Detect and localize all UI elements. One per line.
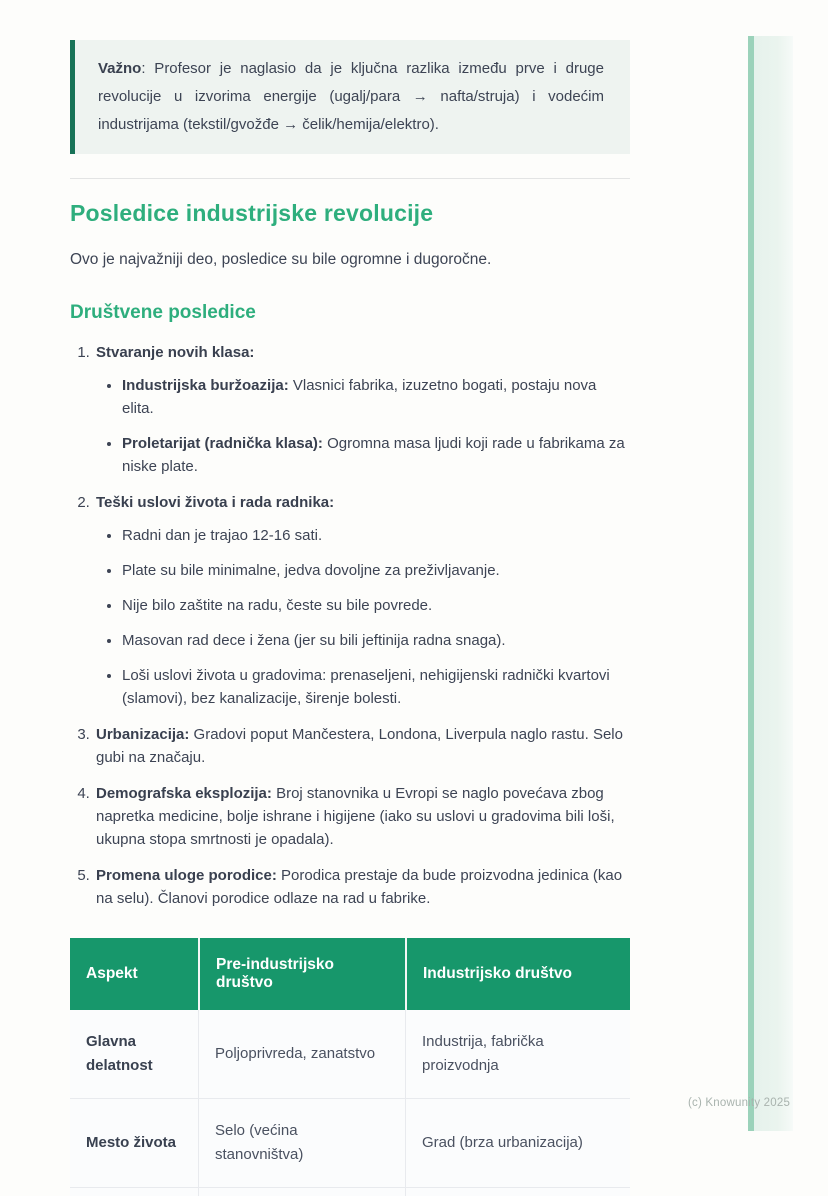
sub-item-lead: Proletarijat (radnička klasa):	[122, 435, 323, 452]
list-item-text: Gradovi poput Mančestera, Londona, Liverpula naglo rastu. Selo gubi na značaju.	[96, 726, 623, 766]
sub-item-text: Radni dan je trajao 12-16 sati.	[122, 527, 323, 544]
table-cell	[405, 1188, 630, 1196]
table-row	[70, 1099, 630, 1188]
sub-list-item	[122, 432, 630, 478]
consequences-list	[70, 341, 630, 910]
table-cell	[70, 1188, 198, 1196]
document-page	[70, 40, 630, 1196]
list-item	[94, 864, 630, 910]
sub-item-text: Nije bilo zaštite na radu, česte su bile povrede.	[122, 597, 433, 614]
sub-item-text: Plate su bile minimalne, jedva dovoljne za preživljavanje.	[122, 562, 500, 579]
list-item-lead: Teški uslovi života i rada radnika:	[96, 494, 335, 511]
section-divider	[70, 178, 630, 179]
table-cell	[198, 1188, 405, 1196]
sub-list-item	[122, 664, 630, 710]
sub-list-item	[122, 524, 630, 547]
sub-item-text: Ogromna masa ljudi koji rade u fabrikama za niske plate.	[122, 435, 625, 475]
table-cell: Glavna delatnost	[70, 1010, 198, 1099]
sub-list-item	[122, 594, 630, 617]
list-item-text: Porodica prestaje da bude proizvodna jedinica (kao na selu). Članovi porodice odlaze na rad u fabrike.	[96, 867, 623, 907]
sub-list	[96, 374, 630, 478]
copyright-watermark: (c) Knowunity 2025	[688, 1097, 791, 1109]
table-row	[70, 1010, 630, 1099]
important-callout	[70, 40, 630, 154]
list-item-lead: Promena uloge porodice:	[96, 867, 277, 884]
section-title: Posledice industrijske revolucije	[70, 200, 434, 226]
table-cell: Grad (brza urbanizacija)	[405, 1099, 630, 1188]
table-header-row	[70, 938, 630, 1010]
list-item-lead: Urbanizacija:	[96, 726, 190, 743]
subsection-title: Društvene posledice	[70, 302, 256, 323]
page-edge-accent-strip	[748, 36, 793, 1131]
list-item	[94, 341, 630, 478]
callout-text: : Profesor je naglasio da je ključna razlika između prve i druge revolucije u izvorima energije (ugalj/para → nafta/struja) i vodećim industrijama (tekstil/gvožđe → čelik/hemija/elektro).	[98, 60, 604, 133]
table-cell: Mesto života	[70, 1099, 198, 1188]
sub-item-text: Masovan rad dece i žena (jer su bili jeftinija radna snaga).	[122, 632, 506, 649]
list-item	[94, 491, 630, 710]
sub-item-lead: Industrijska buržoazija:	[122, 377, 289, 394]
list-item	[94, 723, 630, 769]
table-cell: Selo (većina stanovništva)	[198, 1099, 405, 1188]
table-header-cell: Aspekt	[70, 938, 198, 1010]
list-item	[94, 782, 630, 851]
sub-list	[96, 524, 630, 710]
list-item-text: Broj stanovnika u Evropi se naglo povećava zbog napretka medicine, bolje ishrane i higijene (iako su uslovi u gradovima bili loši, ukupna stopa smrtnosti je opadala).	[96, 785, 615, 848]
sub-list-item	[122, 374, 630, 420]
callout-lead: Važno	[98, 60, 142, 77]
sub-item-text: Loši uslovi života u gradovima: prenaseljeni, nehigijenski radnički kvartovi (slamovi), bez kanalizacije, širenje bolesti.	[122, 667, 610, 707]
sub-item-text: Vlasnici fabrika, izuzetno bogati, postaju nova elita.	[122, 377, 597, 417]
table-header-cell: Industrijsko društvo	[405, 938, 630, 1010]
table-cell: Industrija, fabrička proizvodnja	[405, 1010, 630, 1099]
table-cell: Poljoprivreda, zanatstvo	[198, 1010, 405, 1099]
sub-list-item	[122, 559, 630, 582]
comparison-table	[70, 938, 630, 1196]
list-item-lead: Demografska eksplozija:	[96, 785, 272, 802]
list-item-lead: Stvaranje novih klasa:	[96, 344, 255, 361]
table-row-cutoff	[70, 1188, 630, 1196]
sub-list-item	[122, 629, 630, 652]
table-header-cell: Pre-industrijsko društvo	[198, 938, 405, 1010]
section-intro: Ovo je najvažniji deo, posledice su bile ogromne i dugoročne.	[70, 251, 492, 268]
